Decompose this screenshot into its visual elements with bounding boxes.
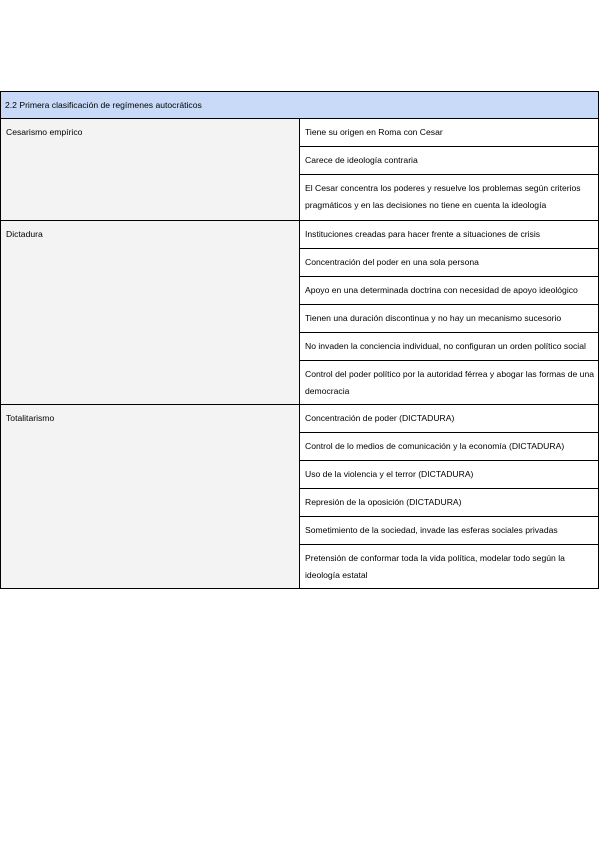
section-title: 2.2 Primera clasificación de regímenes autocráticos — [1, 92, 599, 119]
classification-table — [0, 91, 599, 589]
item-cell: Tienen una duración discontinua y no hay un mecanismo sucesorio — [300, 305, 599, 333]
item-cell: Sometimiento de la sociedad, invade las esferas sociales privadas — [300, 517, 599, 545]
item-cell: Concentración de poder (DICTADURA) — [300, 405, 599, 433]
item-cell: Instituciones creadas para hacer frente a situaciones de crisis — [300, 221, 599, 249]
category-cesarismo: Cesarismo empírico — [1, 119, 300, 221]
item-cell: Tiene su origen en Roma con Cesar — [300, 119, 599, 147]
item-cell: Uso de la violencia y el terror (DICTADURA) — [300, 461, 599, 489]
item-cell: El Cesar concentra los poderes y resuelve los problemas según criterios pragmáticos y en las decisiones no tiene en cuenta la ideología — [300, 175, 599, 221]
table-row — [1, 119, 599, 147]
table-row — [1, 405, 599, 433]
item-cell: Pretensión de conformar toda la vida política, modelar todo según la ideología estatal — [300, 545, 599, 589]
item-cell: Represión de la oposición (DICTADURA) — [300, 489, 599, 517]
item-cell: Apoyo en una determinada doctrina con necesidad de apoyo ideológico — [300, 277, 599, 305]
item-cell: Control de lo medios de comunicación y la economía (DICTADURA) — [300, 433, 599, 461]
item-cell: Carece de ideología contraria — [300, 147, 599, 175]
item-cell: No invaden la conciencia individual, no configuran un orden político social — [300, 333, 599, 361]
item-cell: Control del poder político por la autoridad férrea y abogar las formas de una democracia — [300, 361, 599, 405]
item-cell: Concentración del poder en una sola persona — [300, 249, 599, 277]
category-dictadura: Dictadura — [1, 221, 300, 405]
table-header-row — [1, 92, 599, 119]
category-totalitarismo: Totalitarismo — [1, 405, 300, 589]
table-row — [1, 221, 599, 249]
